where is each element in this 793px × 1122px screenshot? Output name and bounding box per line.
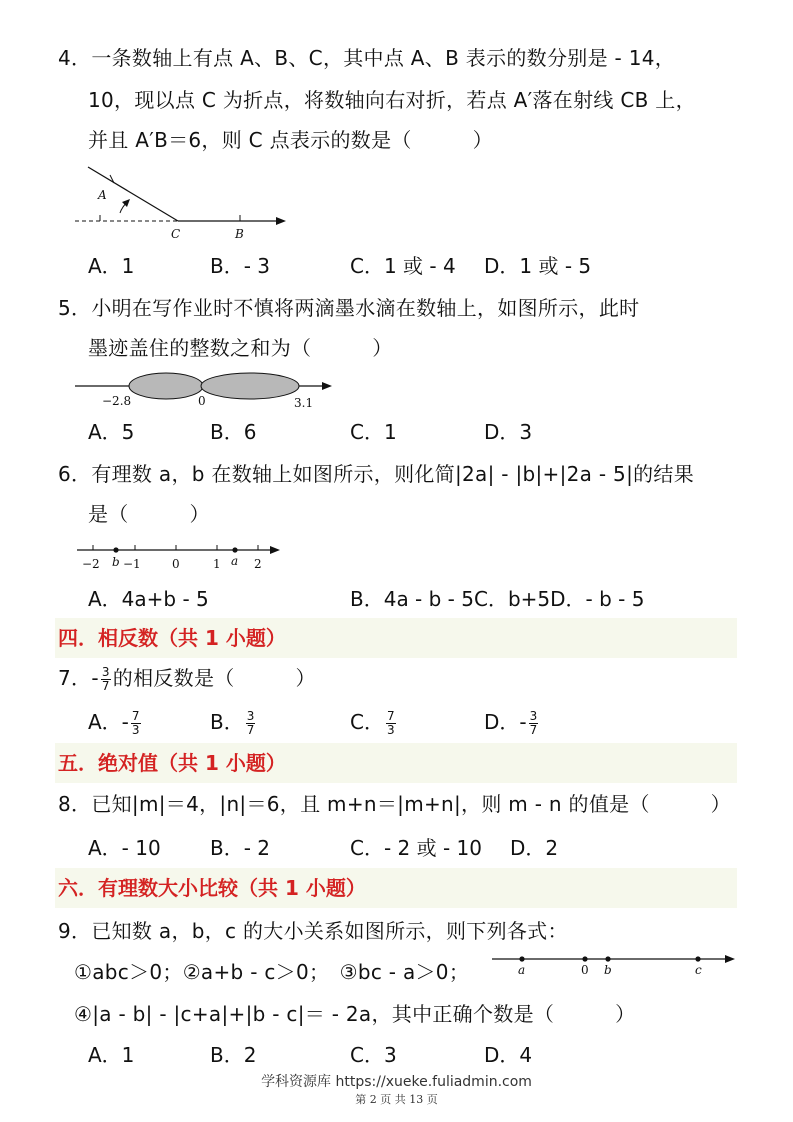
q7-option-d[interactable] — [484, 710, 540, 737]
q5-option-a[interactable]: A．5 — [88, 420, 135, 444]
q9-line1: 9．已知数 a，b，c 的大小关系如图所示，则下列各式： — [58, 919, 568, 943]
q7-fraction — [101, 666, 111, 693]
section-heading-absolute-value: 五．绝对值（共 1 小题） — [55, 743, 737, 783]
q4-line1: 4．一条数轴上有点 A、B、C，其中点 A、B 表示的数分别是 - 14， — [58, 46, 676, 70]
q9-line2: ①abc＞0；②a+b - c＞0； ③bc - a＞0； — [74, 960, 470, 984]
q7-suffix: 的相反数是（ ） — [112, 666, 316, 690]
q7-option-b[interactable] — [210, 710, 257, 737]
q7-option-d-den: 7 — [529, 723, 538, 737]
q9-point-b — [605, 956, 610, 961]
q7-option-a[interactable] — [88, 710, 143, 737]
q9-label-b: b — [604, 963, 612, 977]
q6-point-b — [113, 547, 118, 552]
q7-option-a-den: 3 — [131, 723, 140, 737]
q9-label-zero: 0 — [581, 963, 589, 977]
q9-point-c — [695, 956, 700, 961]
q5-label-zero: 0 — [198, 394, 206, 408]
q5-figure — [70, 368, 340, 412]
q7-option-b-den: 7 — [246, 723, 255, 737]
section-heading-compare-rationals: 六．有理数大小比较（共 1 小题） — [55, 868, 737, 908]
section-heading-opposite-numbers: 四．相反数（共 1 小题） — [55, 618, 737, 658]
q4-label-C: C — [171, 227, 181, 241]
q7-option-a-label: A．- — [88, 710, 129, 734]
q7-line1 — [58, 666, 316, 693]
q6-label-a: a — [231, 554, 239, 568]
q7-frac-num: 3 — [101, 665, 110, 679]
q7-option-c-fraction — [386, 710, 396, 737]
q7-option-d-fraction — [529, 710, 539, 737]
q7-option-c-num: 7 — [386, 709, 395, 723]
q4-line2: 10，现以点 C 为折点，将数轴向右对折，若点 A′落在射线 CB 上， — [88, 88, 696, 112]
q4-label-A: A — [98, 188, 107, 202]
q4-label-B: B — [235, 227, 244, 241]
q6-label-0: 0 — [172, 557, 180, 571]
q6-option-bcd[interactable]: B．4a - b - 5C．b+5D．- b - 5 — [350, 587, 645, 611]
q9-option-a[interactable]: A．1 — [88, 1043, 135, 1067]
q7-option-a-fraction — [131, 710, 141, 737]
q6-label-neg2: −2 — [82, 557, 100, 571]
q4-option-c[interactable]: C．1 或 - 4 — [350, 254, 456, 278]
q6-line2: 是（ ） — [88, 502, 210, 526]
footer-site: 学科资源库 https://xueke.fuliadmin.com — [261, 1074, 532, 1090]
q9-line3: ④|a - b| - |c+a|+|b - c|＝ - 2a，其中正确个数是（ ） — [74, 1002, 636, 1026]
q8-option-b[interactable]: B．- 2 — [210, 836, 271, 860]
q9-option-d[interactable]: D．4 — [484, 1043, 533, 1067]
q5-label-right: 3.1 — [294, 396, 314, 410]
q9-option-b[interactable]: B．2 — [210, 1043, 257, 1067]
q8-option-d[interactable]: D．2 — [510, 836, 559, 860]
q5-line2: 墨迹盖住的整数之和为（ ） — [88, 336, 393, 360]
q8-option-a[interactable]: A．- 10 — [88, 836, 161, 860]
q5-label-left: −2.8 — [102, 394, 132, 408]
q6-label-1: 1 — [213, 557, 221, 571]
q7-option-c-label: C． — [350, 710, 384, 734]
q5-ink-blot-left — [129, 373, 203, 399]
q4-option-a[interactable]: A．1 — [88, 254, 135, 278]
q7-option-b-label: B． — [210, 710, 244, 734]
q8-option-c[interactable]: C．- 2 或 - 10 — [350, 836, 483, 860]
q6-label-2: 2 — [254, 557, 262, 571]
q7-option-d-num: 3 — [529, 709, 538, 723]
q9-option-c[interactable]: C．3 — [350, 1043, 397, 1067]
q7-prefix: 7．- — [58, 666, 99, 690]
q9-point-zero — [582, 956, 587, 961]
q9-figure — [488, 948, 738, 978]
q8-line1: 8．已知|m|＝4，|n|＝6，且 m+n＝|m+n|，则 m - n 的值是（ ） — [58, 792, 731, 816]
q7-frac-den: 7 — [101, 679, 110, 693]
q7-option-d-label: D．- — [484, 710, 527, 734]
q5-ink-blot-right — [201, 373, 299, 399]
q7-option-b-fraction — [246, 710, 256, 737]
q6-label-b: b — [112, 555, 120, 569]
q9-label-a: a — [518, 963, 526, 977]
q6-point-a — [232, 547, 237, 552]
footer-page-number: 第 2 页 共 13 页 — [355, 1093, 438, 1106]
q6-line1: 6．有理数 a，b 在数轴上如图所示，则化简|2a| - |b|+|2a - 5|的结果 — [58, 462, 695, 486]
q5-option-d[interactable]: D．3 — [484, 420, 533, 444]
q6-axis-arrow — [270, 546, 280, 554]
q7-option-c-den: 3 — [386, 723, 395, 737]
q4-fold-arrowhead — [122, 199, 130, 207]
q5-option-b[interactable]: B．6 — [210, 420, 257, 444]
q7-option-b-num: 3 — [246, 709, 255, 723]
q4-option-b[interactable]: B．- 3 — [210, 254, 271, 278]
q4-line3: 并且 A′B＝6，则 C 点表示的数是（ ） — [88, 128, 493, 152]
q4-option-d[interactable]: D．1 或 - 5 — [484, 254, 592, 278]
q6-option-a[interactable]: A．4a+b - 5 — [88, 587, 209, 611]
q5-option-c[interactable]: C．1 — [350, 420, 397, 444]
q9-point-a — [519, 956, 524, 961]
q5-line1: 5．小明在写作业时不慎将两滴墨水滴在数轴上，如图所示，此时 — [58, 296, 640, 320]
q6-figure — [75, 538, 285, 572]
q7-option-c[interactable] — [350, 710, 398, 737]
q4-figure — [70, 165, 300, 245]
q9-axis-arrow — [725, 955, 735, 963]
q4-axis-arrow — [276, 217, 286, 225]
q5-axis-arrow — [322, 382, 332, 390]
q7-option-a-num: 7 — [131, 709, 140, 723]
q9-label-c: c — [695, 963, 702, 977]
q6-label-neg1: −1 — [123, 557, 141, 571]
